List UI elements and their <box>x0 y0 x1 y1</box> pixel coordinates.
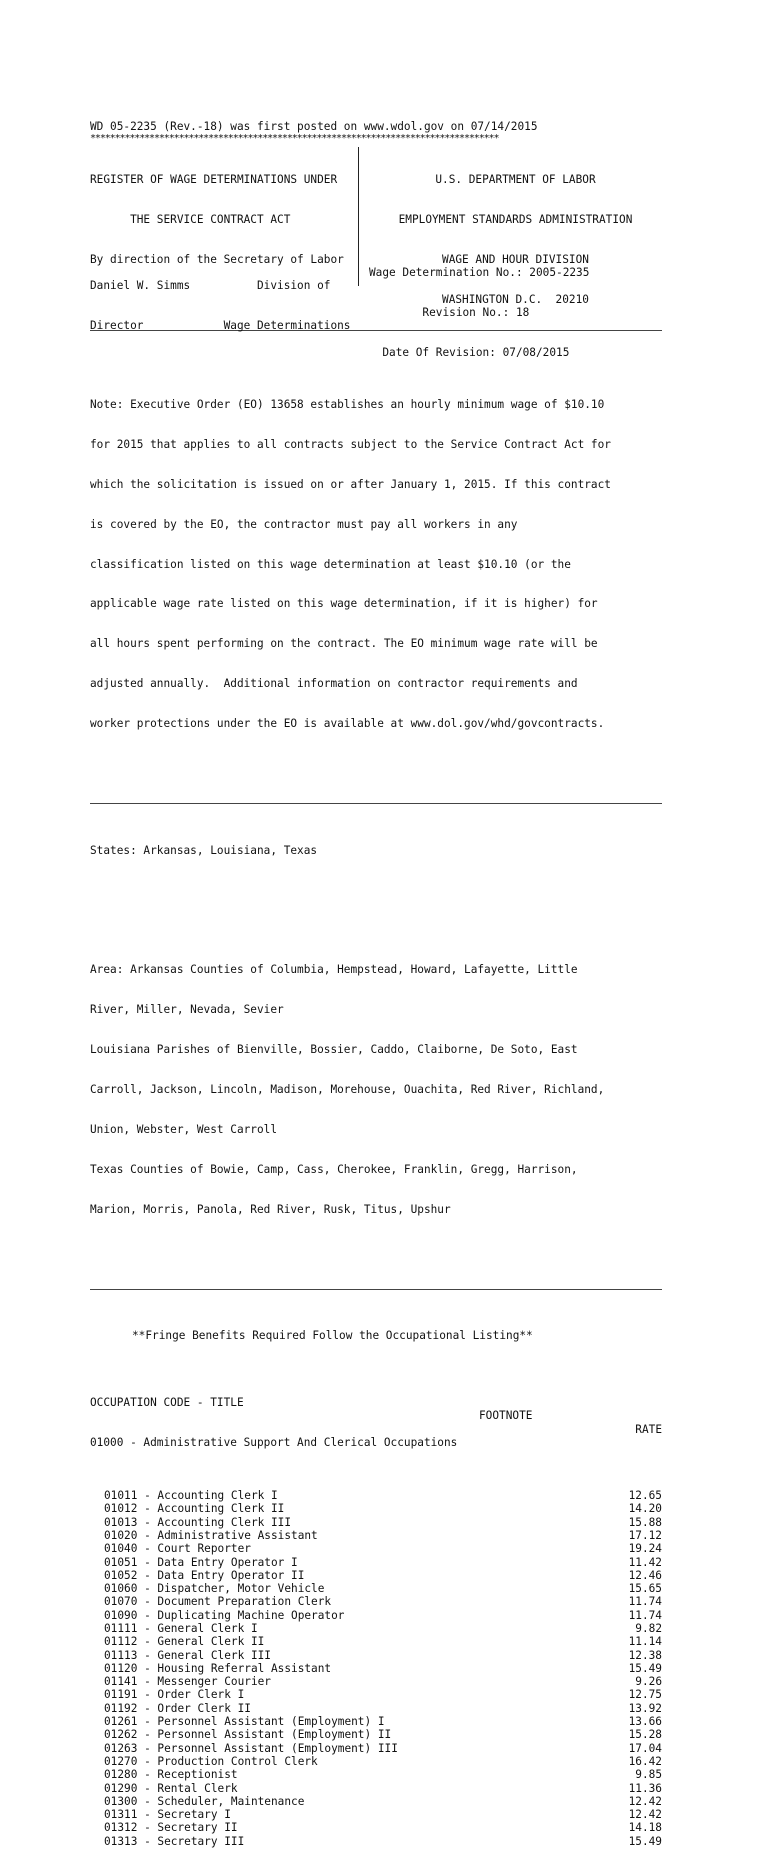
area-line: Area: Arkansas Counties of Columbia, Hempstead, Howard, Lafayette, Little <box>90 963 578 977</box>
occupation-title: 01051 - Data Entry Operator I <box>104 1555 298 1569</box>
fringe-heading: **Fringe Benefits Required Follow the Occupational Listing** <box>132 1329 533 1343</box>
wd-info-block <box>369 240 662 386</box>
occupation-title: 01020 - Administrative Assistant <box>104 1528 318 1542</box>
occupation-title: 01060 - Dispatcher, Motor Vehicle <box>104 1582 325 1596</box>
occupation-rate: 9.26 <box>635 1675 662 1689</box>
occupation-title: 01070 - Document Preparation Clerk <box>104 1595 332 1609</box>
occupation-title: 01013 - Accounting Clerk III <box>104 1515 292 1529</box>
occupation-rate: 11.74 <box>628 1595 662 1609</box>
occupation-title: 01120 - Housing Referral Assistant <box>104 1661 332 1675</box>
occupation-rate: 17.12 <box>628 1528 662 1542</box>
star-divider: *********************************************************************************** <box>90 132 499 144</box>
occupation-rate: 16.42 <box>628 1754 662 1768</box>
department-line: WAGE AND HOUR DIVISION <box>442 252 589 266</box>
occupation-title: 01113 - General Clerk III <box>104 1648 271 1662</box>
area-line: River, Miller, Nevada, Sevier <box>90 1003 284 1017</box>
posted-line: WD 05-2235 (Rev.-18) was first posted on www.wdol.gov on 07/14/2015 <box>90 119 538 133</box>
note-line: for 2015 that applies to all contracts subject to the Service Contract Act for <box>90 437 611 451</box>
occupation-title: 01011 - Accounting Clerk I <box>104 1489 278 1503</box>
occupation-group-title: 01000 - Administrative Support And Clerical Occupations <box>90 1435 458 1449</box>
header-vertical-divider <box>358 147 359 286</box>
occupation-title: 01280 - Receptionist <box>104 1768 238 1782</box>
table-row <box>90 1808 670 1821</box>
occupation-rate: 9.85 <box>635 1768 662 1782</box>
area-block <box>90 937 670 1243</box>
occupation-rate: 12.46 <box>628 1568 662 1582</box>
note-line: is covered by the EO, the contractor must pay all workers in any <box>90 517 518 531</box>
document-header <box>90 119 670 359</box>
occupation-table <box>90 1489 670 1848</box>
table-row <box>90 1728 670 1741</box>
note-line: adjusted annually. Additional information on contractor requirements and <box>90 677 578 691</box>
table-row <box>90 1582 670 1595</box>
table-row <box>90 1529 670 1542</box>
states-line: States: Arkansas, Louisiana, Texas <box>90 843 318 857</box>
register-line: THE SERVICE CONTRACT ACT <box>90 213 291 227</box>
signer-line: Director Wage Determinations <box>90 319 351 333</box>
table-row <box>90 1688 670 1701</box>
occupation-rate: 12.75 <box>628 1688 662 1702</box>
occupation-rate: 11.42 <box>628 1555 662 1569</box>
table-row <box>90 1742 670 1755</box>
occupation-rate: 11.14 <box>628 1635 662 1649</box>
occupation-title: 01263 - Personnel Assistant (Employment) III <box>104 1741 398 1755</box>
table-row <box>90 1595 670 1608</box>
department-line: WASHINGTON D.C. 20210 <box>442 292 589 306</box>
department-line: U.S. DEPARTMENT OF LABOR <box>435 173 596 187</box>
occupation-rate: 15.49 <box>628 1661 662 1675</box>
occupation-title: 01040 - Court Reporter <box>104 1542 251 1556</box>
occupation-rate: 13.66 <box>628 1715 662 1729</box>
occupation-rate: 17.04 <box>628 1741 662 1755</box>
occupation-title: 01300 - Scheduler, Maintenance <box>104 1794 305 1808</box>
occupation-title: 01090 - Duplicating Machine Operator <box>104 1608 345 1622</box>
table-row <box>90 1635 670 1648</box>
occupation-title: 01312 - Secretary II <box>104 1821 238 1835</box>
area-line: Texas Counties of Bowie, Camp, Cass, Cherokee, Franklin, Gregg, Harrison, <box>90 1162 578 1176</box>
table-row <box>90 1795 670 1808</box>
occupation-rate: 12.38 <box>628 1648 662 1662</box>
table-header <box>90 1383 670 1436</box>
occupation-title: 01112 - General Clerk II <box>104 1635 265 1649</box>
wage-determination-document <box>90 93 670 1861</box>
note-line: classification listed on this wage determination at least $10.10 (or the <box>90 557 571 571</box>
eo-note <box>90 371 670 757</box>
occupation-rate: 9.82 <box>635 1621 662 1635</box>
table-row <box>90 1542 670 1555</box>
table-row <box>90 1609 670 1622</box>
occupation-rate: 15.88 <box>628 1515 662 1529</box>
area-line: Louisiana Parishes of Bienville, Bossier, Caddo, Claiborne, De Soto, East <box>90 1043 578 1057</box>
occupation-rate: 12.42 <box>628 1808 662 1822</box>
table-row <box>90 1675 670 1688</box>
table-row <box>90 1715 670 1728</box>
table-row <box>90 1782 670 1795</box>
area-line: Marion, Morris, Panola, Red River, Rusk, Titus, Upshur <box>90 1202 451 1216</box>
wd-info-line: Wage Determination No.: 2005-2235 <box>369 266 590 280</box>
occupation-title: 01141 - Messenger Courier <box>104 1675 271 1689</box>
occupation-title: 01192 - Order Clerk II <box>104 1701 251 1715</box>
occupation-rate: 15.28 <box>628 1728 662 1742</box>
occupation-title: 01262 - Personnel Assistant (Employment) II <box>104 1728 392 1742</box>
table-row <box>90 1556 670 1569</box>
blank-line <box>90 884 670 897</box>
area-line: Union, Webster, West Carroll <box>90 1123 278 1136</box>
occupation-title: 01111 - General Clerk I <box>104 1621 258 1635</box>
table-row <box>90 1821 670 1834</box>
occupation-rate: 11.74 <box>628 1608 662 1622</box>
table-row <box>90 1516 670 1529</box>
table-row <box>90 1502 670 1515</box>
wd-info-line: Date Of Revision: 07/08/2015 <box>369 345 570 359</box>
table-row <box>90 1622 670 1635</box>
occupation-rate: 14.20 <box>628 1502 662 1516</box>
column-header-title: OCCUPATION CODE - TITLE <box>90 1395 244 1409</box>
signer-block <box>90 253 350 359</box>
table-row <box>90 1755 670 1768</box>
department-line: EMPLOYMENT STANDARDS ADMINISTRATION <box>398 213 633 227</box>
note-line: Note: Executive Order (EO) 13658 establishes an hourly minimum wage of $10.10 <box>90 397 605 411</box>
note-line: all hours spent performing on the contract. The EO minimum wage rate will be <box>90 637 598 651</box>
occupation-title: 01052 - Data Entry Operator II <box>104 1568 305 1582</box>
table-row <box>90 1649 670 1662</box>
occupation-title: 01270 - Production Control Clerk <box>104 1754 318 1768</box>
occupation-rate: 12.65 <box>628 1489 662 1503</box>
table-row <box>90 1489 670 1502</box>
occupation-title: 01311 - Secretary I <box>104 1808 231 1822</box>
table-row <box>90 1662 670 1675</box>
occupation-rate: 15.49 <box>628 1834 662 1848</box>
occupation-rate: 15.65 <box>628 1582 662 1596</box>
occupation-rate: 12.42 <box>628 1794 662 1808</box>
register-line: By direction of the Secretary of Labor <box>90 252 344 266</box>
note-line: which the solicitation is issued on or after January 1, 2015. If this contract <box>90 477 611 491</box>
occupation-title: 01261 - Personnel Assistant (Employment) I <box>104 1715 385 1729</box>
section-rule <box>90 803 662 804</box>
register-line: REGISTER OF WAGE DETERMINATIONS UNDER <box>90 173 338 187</box>
signer-line: Daniel W. Simms Division of <box>90 279 331 293</box>
occupation-rate: 19.24 <box>628 1542 662 1556</box>
column-header-rate: RATE <box>635 1422 662 1436</box>
column-header-footnote: FOOTNOTE <box>479 1409 533 1423</box>
wd-info-line: Revision No.: 18 <box>369 306 530 320</box>
occupation-title: 01313 - Secretary III <box>104 1834 245 1848</box>
occupation-title: 01012 - Accounting Clerk II <box>104 1502 285 1516</box>
section-rule <box>90 1289 662 1290</box>
occupation-rate: 11.36 <box>628 1781 662 1795</box>
table-row <box>90 1768 670 1781</box>
occupation-title: 01290 - Rental Clerk <box>104 1781 238 1795</box>
occupation-title: 01191 - Order Clerk I <box>104 1688 245 1702</box>
note-line: worker protections under the EO is available at www.dol.gov/whd/govcontracts. <box>90 717 605 731</box>
area-line: Carroll, Jackson, Lincoln, Madison, Morehouse, Ouachita, Red River, Richland, <box>90 1083 605 1097</box>
occupation-rate: 14.18 <box>628 1821 662 1835</box>
occupation-rate: 13.92 <box>628 1701 662 1715</box>
table-row <box>90 1835 670 1848</box>
table-row <box>90 1702 670 1715</box>
table-row <box>90 1569 670 1582</box>
note-line: applicable wage rate listed on this wage determination, if it is higher) for <box>90 597 598 611</box>
